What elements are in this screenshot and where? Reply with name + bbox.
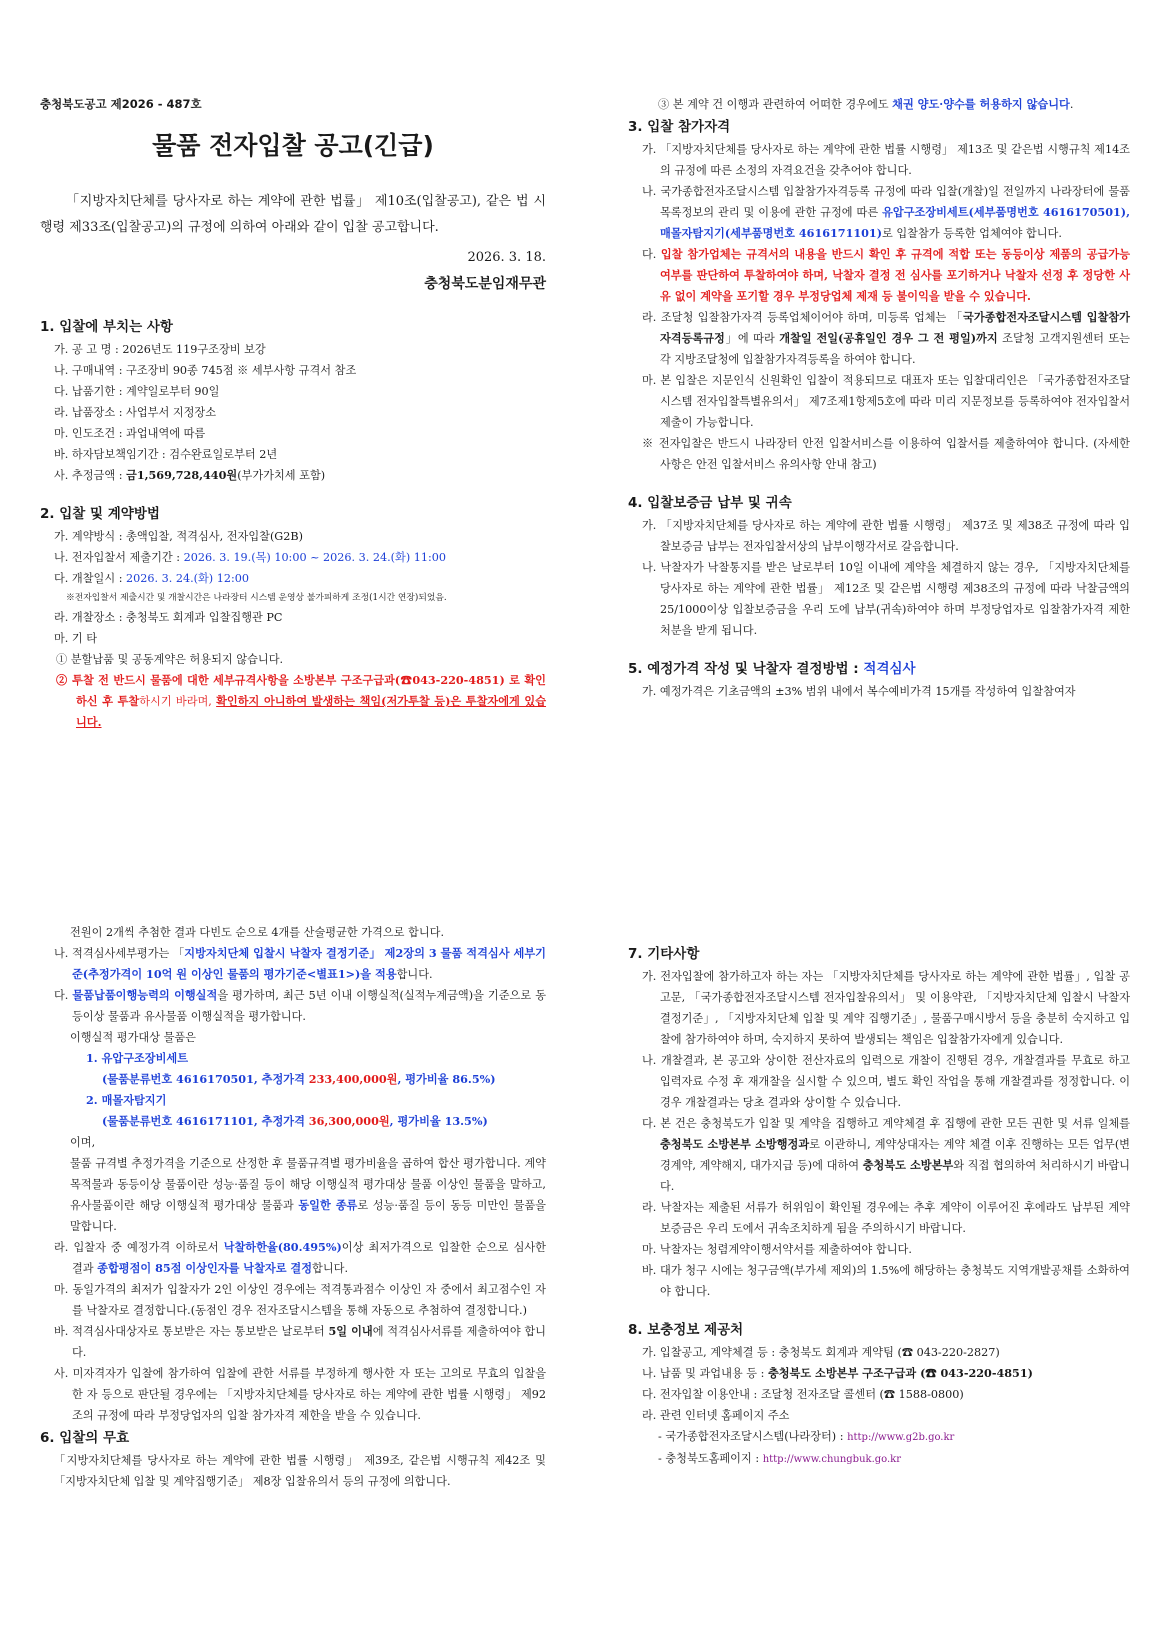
s5-item-e: 마. 동일가격의 최저가 입찰자가 2인 이상인 경우에는 적격통과점수 이상인 자 중에서 최고점수인 자를 낙찰자로 결정합니다.(동점인 경우 전자조달시스템을 통해 자동으로 추첨하여 결정합니다.) (54, 1283, 546, 1317)
s5-item-c (40, 985, 546, 1027)
s4-item-b: 나. 낙찰자가 낙찰통지를 받은 날로부터 10일 이내에 계약을 체결하지 않는 경우, 「지방자치단체를 당사자로 하는 계약에 관한 법률」 제12조 및 같은법 시행령 제38조의 규정에 따라 낙찰금액의 25/1000이상 입찰보증금을 우리 도에 납부(귀속)하여야 하며 부정당업자로 입찰참가자격 제한 처분을 받게 됩니다. (642, 561, 1130, 637)
item2-post: , 평가비율 13.5%) (389, 1114, 488, 1128)
s5-b-blue: 지방자치단체 입찰시 낙찰자 결정기준」 제2장의 3 물품 적격심사 세부기준(추정가격이 10억 원 이상인 물품의 평가기준<별표1>)을 적용 (72, 946, 546, 981)
item1-price: 233,400,000원 (308, 1072, 398, 1086)
section-4-body (628, 515, 1130, 641)
s7-item-a: 가. 전자입찰에 참가하고자 하는 자는 「지방자치단체를 당사자로 하는 계약에 관한 법률」, 입찰 공고문, 「국가종합전자조달시스템 전자입찰유의서」 및 이용약관, 「지방자치단체 입찰시 낙찰자 결정기준」, 「지방자치단체 입찰 및 계약 집행기준」, 물품구매시방서 등을 충분히 숙지하고 입찰에 참가하여야 하며, 숙지하지 못하여 발생되는 책임은 입찰참가자에게 있습니다. (642, 970, 1130, 1046)
s8-link-2 (628, 1448, 1130, 1470)
s3-d-bold1: 국가종합전자조달시스템 입찰참가자격등록규정 (660, 310, 1130, 345)
s3-d-post: 조달청 고객지원센터 또는 각 지방조달청에 입찰참가자격등록을 하여야 합니다. (660, 332, 1130, 366)
s5-d-mid: 이상 최저가격으로 입찰한 순으로 심사한 결과 (72, 1241, 546, 1275)
e3-blue: 채권 양도·양수를 허용하지 않습니다 (892, 97, 1070, 111)
column-top-left (40, 94, 546, 733)
s2-item-e1: ① 분할납품 및 공동계약은 허용되지 않습니다. (56, 653, 284, 666)
section-1-body (40, 339, 546, 486)
link2-label: - 충청북도홈페이지 : (658, 1452, 763, 1465)
notice-number: 충청북도공고 제2026 - 487호 (40, 97, 202, 111)
s7-item-c (628, 1113, 1130, 1197)
s8-b-pre: 나. 납품 및 과업내용 등 : (642, 1367, 768, 1380)
s3-b-pre: 나. 국가종합전자조달시스템 입찰참가자격등록 규정에 따라 입찰(개찰)일 전일까지 나라장터에 물품목록정보의 관리 및 이용에 관한 규정에 따른 (642, 185, 1130, 219)
s1-item-c: 다. 납품기한 : 계약일로부터 90일 (54, 385, 220, 398)
intro-paragraph: 「지방자치단체를 당사자로 하는 계약에 관한 법률」 제10조(입찰공고), 같은 법 시행령 제33조(입찰공고)의 규정에 의하여 아래와 같이 입찰 공고합니다. (40, 194, 546, 235)
s6-text: 「지방자치단체를 당사자로 하는 계약에 관한 법률 시행령」 제39조, 같은법 시행규칙 제42조 및 「지방자치단체 입찰 및 계약집행기준」 제8장 입찰유의서 등의 규정에 의합니다. (54, 1454, 546, 1488)
section-2-body (40, 526, 546, 733)
s5-f-pre: 바. 적격심사대상자로 통보받은 자는 통보받은 날로부터 (54, 1325, 329, 1338)
s2-item-e2 (40, 670, 546, 733)
s5-c-label: 다. (54, 989, 73, 1002)
s1-item-g (40, 465, 546, 486)
s5-d-blue2: 종합평점이 85점 이상인자를 낙찰자로 결정 (97, 1261, 313, 1275)
section-7-body (628, 966, 1130, 1302)
s7-item-b: 나. 개찰결과, 본 공고와 상이한 전산자료의 입력으로 개찰이 진행된 경우, 개찰결과를 무효로 하고 입력자료 수정 후 재개찰을 실시할 수 있으며, 별도 확인 작업을 통해 개찰결과를 정정합니다. 이 경우 개찰결과는 당초 결과와 상이할 수 있습니다. (642, 1054, 1130, 1109)
opening-datetime: 2026. 3. 24.(화) 12:00 (126, 572, 249, 585)
section-4-heading: 4. 입찰보증금 납부 및 귀속 (628, 495, 792, 511)
s3-item-a: 가. 「지방자치단체를 당사자로 하는 계약에 관한 법률 시행령」 제13조 및 같은법 시행규칙 제14조의 규정에 따른 소정의 자격요건을 갖추어야 합니다. (642, 143, 1130, 177)
section-8-heading: 8. 보충정보 제공처 (628, 1322, 744, 1338)
item2-pre: (물품분류번호 4616171101, 추정가격 (102, 1114, 309, 1128)
s1-item-d: 라. 납품장소 : 사업부서 지정장소 (54, 406, 217, 419)
s3-item-e: 마. 본 입찰은 지문인식 신원확인 입찰이 적용되므로 대표자 또는 입찰대리인은 「국가종합전자조달시스템 전자입찰특별유의서」 제7조제1항제5호에 따라 미리 지문정보를 등록하여야 전자입찰서 제출이 가능합니다. (642, 374, 1130, 429)
s5-item-a: 가. 예정가격은 기초금액의 ±3% 범위 내에서 복수예비가격 15개를 작성하여 입찰참여자 (642, 685, 1076, 698)
s5-c-blue: 물품납품이행능력의 이행실적 (72, 988, 218, 1002)
s8-item-a: 가. 입찰공고, 계약체결 등 : 충청북도 회계과 계약팀 (☎ 043-220-2827) (642, 1346, 1000, 1359)
column-bottom-left (40, 922, 546, 1492)
s5-item-f (40, 1321, 546, 1363)
s2-b-label: 나. 전자입찰서 제출기간 : (54, 551, 184, 564)
column-top-right (628, 94, 1130, 702)
g2b-link[interactable]: http://www.g2b.go.kr (847, 1432, 955, 1443)
s2-c-label: 다. 개찰일시 : (54, 572, 127, 585)
s2-item-e3 (628, 94, 1130, 115)
estimated-amount: 금1,569,728,440원 (126, 468, 238, 482)
s7-c-mid: 로 이관하니, 계약상대자는 계약 체결 이후 진행하는 모든 업무(변경계약, 계약해지, 대가지급 등)에 대하여 (660, 1138, 1130, 1172)
section-7-heading: 7. 기타사항 (628, 946, 700, 962)
s2-item-b (40, 547, 546, 568)
section-6-heading: 6. 입찰의 무효 (40, 1430, 130, 1446)
s7-item-d: 라. 낙찰자는 제출된 서류가 허위임이 확인될 경우에는 추후 계약이 이루어진 후에라도 납부된 계약보증금은 우리 도에서 귀속조치하게 됨을 주의하시기 바랍니다. (642, 1201, 1130, 1235)
notice-date: 2026. 3. 18. (467, 250, 546, 265)
item2-name: 2. 매몰자탐지기 (86, 1093, 167, 1107)
s1-item-f: 바. 하자담보책임기간 : 검수완료일로부터 2년 (54, 448, 278, 461)
s2-note: ※전자입찰서 제출시간 및 개찰시간은 나라장터 시스템 운영상 불가피하게 조정(1시간 연장)되었음. (66, 593, 447, 603)
s1-item-b: 나. 구매내역 : 구조장비 90종 745점 ※ 세부사항 규격서 참조 (54, 364, 357, 377)
s5-f-bold: 5일 이내 (328, 1324, 373, 1338)
section-3-body (628, 139, 1130, 475)
s5-c-list-intro: 이행실적 평가대상 물품은 (70, 1031, 196, 1044)
s5-c-more1: 이며, (70, 1136, 96, 1149)
s2-e2-a: 투찰 전 반드시 물품에 대한 세부규격사항을 소방본부 구조구급과(☎043-220-4851) 로 확인하신 후 투찰 (72, 673, 546, 708)
c-more2-blue: 동일한 종류 (298, 1198, 358, 1212)
page-title: 물품 전자입찰 공고(긴급) (152, 131, 434, 160)
s2-e2-b: 하시기 바라며, (139, 695, 217, 708)
s5-item-b (40, 943, 546, 985)
s2-item-a: 가. 계약방식 : 총액입찰, 적격심사, 전자입찰(G2B) (54, 530, 303, 543)
s7-c-pre: 다. 본 건은 충청북도가 입찰 및 계약을 집행하고 계약체결 후 집행에 관한 모든 권한 및 서류 일체를 (642, 1117, 1130, 1130)
s3-d-pre: 라. 조달청 입찰참가자격 등록업체이어야 하며, 미등록 업체는 「 (642, 311, 964, 324)
section-8-body (628, 1342, 1130, 1470)
s3-note: ※ 전자입찰은 반드시 나라장터 안전 입찰서비스를 이용하여 입찰서를 제출하여야 합니다. (자세한 사항은 안전 입찰서비스 유의사항 안내 참고) (642, 437, 1130, 471)
s5-item-a-cont: 전원이 2개씩 추첨한 결과 다빈도 순으로 4개를 산술평균한 가격으로 합니다. (70, 926, 445, 939)
s5-d-blue1: 낙찰하한율(80.495%) (223, 1240, 342, 1254)
column-bottom-right (628, 942, 1130, 1470)
s8-b-bold: 충청북도 소방본부 구조구급과 (☎ 043-220-4851) (767, 1366, 1033, 1380)
s5-item-d (40, 1237, 546, 1279)
s1-g-tail: (부가가치세 포함) (237, 469, 326, 482)
s1-item-a: 가. 공 고 명 : 2026년도 119구조장비 보강 (54, 343, 266, 356)
s3-b-post: 로 입찰참가 등록한 업체여야 합니다. (882, 227, 1062, 240)
item1-pre: (물품분류번호 4616170501, 추정가격 (102, 1072, 309, 1086)
s5-c-post: 을 평가하며, 최근 5년 이내 이행실적(실적누계금액)을 기준으로 동등이상 물품과 유사물품 이행실적을 평가합니다. (72, 989, 547, 1023)
s5-item-g: 사. 미자격자가 입찰에 참가하여 입찰에 관한 서류를 부정하게 행사한 자 또는 고의로 무효의 입찰을 한 자 등으로 판단될 경우에는 「지방자치단체를 당사자로 하는 계약에 관한 법률 시행령」 제92조의 규정에 따라 부정당업자의 입찰 참가자격 제한을 받을 수 있습니다. (54, 1367, 546, 1422)
s8-link-1 (628, 1426, 1130, 1448)
item1-detail (40, 1069, 546, 1090)
s7-item-e: 마. 낙찰자는 청렴계약이행서약서를 제출하여야 합니다. (642, 1243, 912, 1256)
item2-detail (40, 1111, 546, 1132)
link1-label: - 국가종합전자조달시스템(나라장터) : (658, 1430, 848, 1443)
s2-e2-number: ② (56, 673, 68, 687)
s2-item-e: 마. 기 타 (54, 632, 98, 645)
s8-item-c: 다. 전자입찰 이용안내 : 조달청 전자조달 콜센터 (☎ 1588-0800) (642, 1388, 964, 1401)
s3-c-red: 입찰 참가업체는 규격서의 내용을 반드시 확인 후 규격에 적합 또는 동등이상 제품의 공급가능 여부를 판단하여 투찰하여야 하며, 낙찰자 결정 전 심사를 포기하거나 낙찰자 선정 후 정당한 사유 없이 계약을 포기할 경우 부정당업체 제재 등 불이익을 받을 수 있습니다. (660, 247, 1130, 303)
item1-name: 1. 유압구조장비세트 (86, 1051, 189, 1065)
s3-item-d (628, 307, 1130, 370)
e3-pre: ③ 본 계약 건 이행과 관련하여 어떠한 경우에도 (658, 98, 893, 111)
s4-item-a: 가. 「지방자치단체를 당사자로 하는 계약에 관한 법률 시행령」 제37조 및 제38조 규정에 따라 입찰보증금 납부는 전자입찰서상의 납부이행각서로 갈음합니다. (642, 519, 1130, 553)
s8-item-d: 라. 관련 인터넷 홈페이지 주소 (642, 1409, 790, 1422)
item1-post: , 평가비율 86.5%) (397, 1072, 496, 1086)
s8-item-b (628, 1363, 1130, 1384)
issuer-name: 충청북도분임재무관 (424, 276, 546, 292)
s7-c-post: 와 직접 협의하여 처리하시기 바랍니다. (660, 1159, 1130, 1193)
s2-item-c (40, 568, 546, 589)
s3-d-bold2: 개찰일 전일(공휴일인 경우 그 전 평일)까지 (779, 331, 998, 345)
e3-post: . (1069, 98, 1074, 111)
s5-b-post: 합니다. (396, 968, 433, 981)
item2-price: 36,300,000원 (308, 1114, 390, 1128)
chungbuk-link[interactable]: http://www.chungbuk.go.kr (762, 1454, 902, 1465)
s7-c-bold2: 충청북도 소방본부 (862, 1158, 954, 1172)
bid-period: 2026. 3. 19.(목) 10:00 ~ 2026. 3. 24.(화) 11:00 (183, 551, 446, 564)
s5-heading-pre: 5. 예정가격 작성 및 낙찰자 결정방법 : (628, 661, 864, 677)
section-1-heading: 1. 입찰에 부치는 사항 (40, 319, 173, 335)
c-more2-post: 로 성능·품질 등이 동등 미만인 물품을 말합니다. (70, 1199, 546, 1233)
section-5-heading (628, 657, 1130, 681)
s7-c-bold1: 충청북도 소방본부 소방행정과 (660, 1137, 810, 1151)
s3-item-b (628, 181, 1130, 244)
section-2-heading: 2. 입찰 및 계약방법 (40, 506, 160, 522)
s7-item-f: 바. 대가 청구 시에는 청구금액(부가세 제외)의 1.5%에 해당하는 충청북도 지역개발공채를 소화하여야 합니다. (642, 1264, 1130, 1298)
s5-f-post: 에 적격심사서류를 제출하여야 합니다. (72, 1325, 546, 1359)
s5-b-pre: 나. 적격심사세부평가는 「 (54, 947, 185, 960)
s3-b-blue: 유압구조장비세트(세부품명번호 4616170501), 매몰자탐지기(세부품명번호 4616171101) (660, 205, 1130, 240)
s3-c-label: 다. (642, 248, 661, 261)
section-3-heading: 3. 입찰 참가자격 (628, 119, 731, 135)
s3-item-c (628, 244, 1130, 307)
s2-e2-c: 확인하지 아니하여 발생하는 책임(저가투찰 등)은 투찰자에게 있습니다. (76, 694, 547, 729)
s5-heading-blue: 적격심사 (863, 661, 916, 677)
s5-d-pre: 라. 입찰자 중 예정가격 이하로서 (54, 1241, 224, 1254)
s5-d-post: 합니다. (312, 1262, 349, 1275)
s1-item-e: 마. 인도조건 : 과업내역에 따름 (54, 427, 206, 440)
s3-d-mid: 」에 따라 (724, 332, 780, 345)
s1-g-label: 사. 추정금액 : (54, 469, 127, 482)
s2-item-d: 라. 개찰장소 : 충청북도 회계과 입찰집행관 PC (54, 611, 283, 624)
s5-c-more2 (40, 1153, 546, 1237)
c-more2-pre: 물품 규격별 추정가격을 기준으로 산정한 후 물품규격별 평가비율을 곱하여 합산 평가합니다. 계약목적물과 동등이상 물품이란 성능·품질 등이 해당 이행실적 평가대상 물품 이상인 물품을 말하고, 유사물품이란 해당 이행실적 평가대상 물품과 (70, 1157, 546, 1212)
